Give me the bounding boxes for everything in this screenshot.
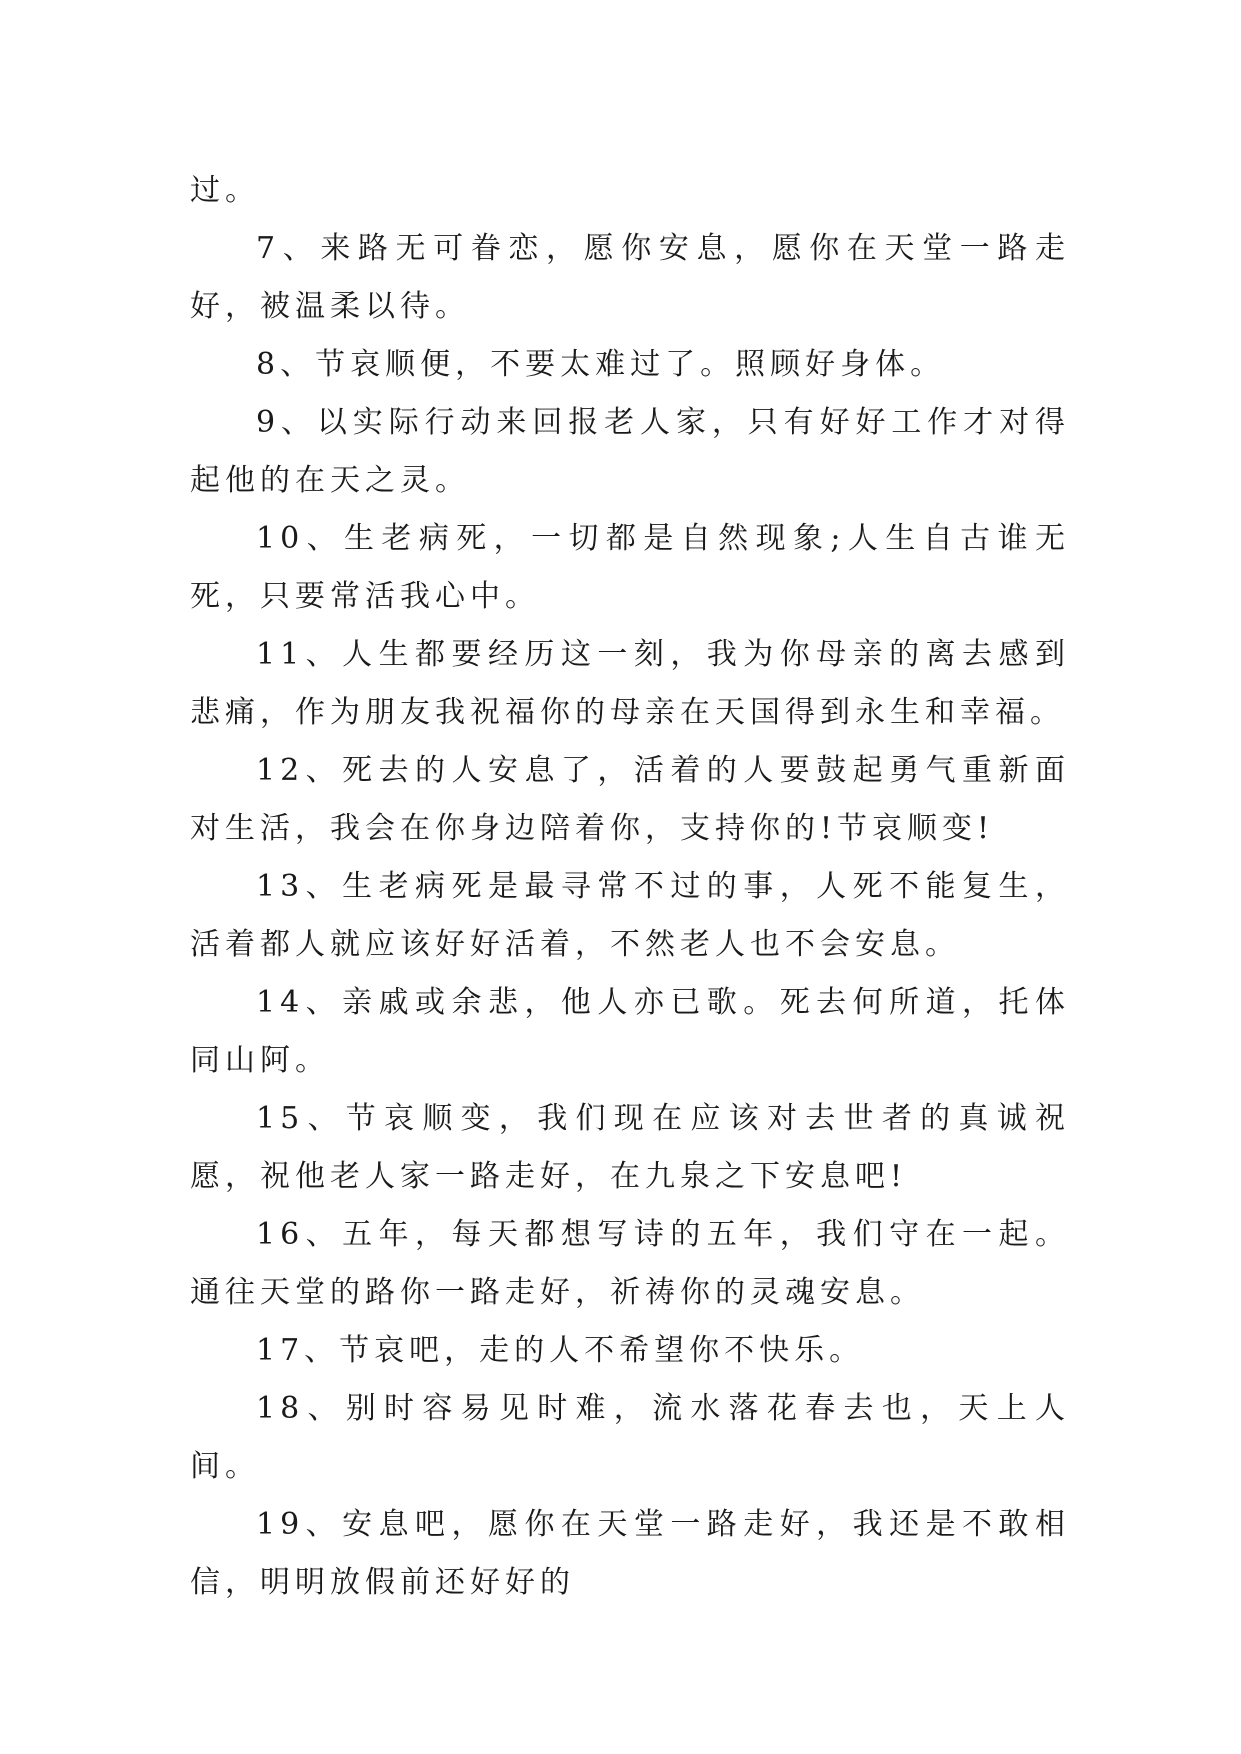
- paragraph-item-18: 18、别时容易见时难，流水落花春去也，天上人间。: [190, 1391, 1070, 1484]
- paragraph-item-15: 15、节哀顺变，我们现在应该对去世者的真诚祝愿，祝他老人家一路走好，在九泉之下安息吧!: [190, 1101, 1070, 1194]
- paragraph-item-7: 7、来路无可眷恋，愿你安息，愿你在天堂一路走好，被温柔以待。: [190, 231, 1070, 324]
- paragraph-item-16: 16、五年，每天都想写诗的五年，我们守在一起。通往天堂的路你一路走好，祈祷你的灵魂安息。: [190, 1217, 1070, 1310]
- paragraph-item-14: 14、亲戚或余悲，他人亦已歌。死去何所道，托体同山阿。: [190, 985, 1070, 1078]
- paragraph-item-10: 10、生老病死，一切都是自然现象;人生自古谁无死，只要常活我心中。: [190, 521, 1070, 614]
- paragraph-item-12: 12、死去的人安息了，活着的人要鼓起勇气重新面对生活，我会在你身边陪着你，支持你的!节哀顺变!: [190, 753, 1070, 846]
- paragraph-continuation: 过。: [190, 173, 260, 208]
- document-body: [190, 162, 1070, 1612]
- paragraph-item-17: 17、节哀吧，走的人不希望你不快乐。: [256, 1333, 865, 1368]
- paragraph-item-19: 19、安息吧，愿你在天堂一路走好，我还是不敢相信，明明放假前还好好的: [190, 1507, 1070, 1600]
- paragraph-item-8: 8、节哀顺便，不要太难过了。照顾好身体。: [256, 347, 946, 382]
- paragraph-item-13: 13、生老病死是最寻常不过的事，人死不能复生，活着都人就应该好好活着，不然老人也不会安息。: [190, 869, 1070, 962]
- paragraph-item-9: 9、以实际行动来回报老人家，只有好好工作才对得起他的在天之灵。: [190, 405, 1070, 498]
- paragraph-item-11: 11、人生都要经历这一刻，我为你母亲的离去感到悲痛，作为朋友我祝福你的母亲在天国得到永生和幸福。: [190, 637, 1070, 730]
